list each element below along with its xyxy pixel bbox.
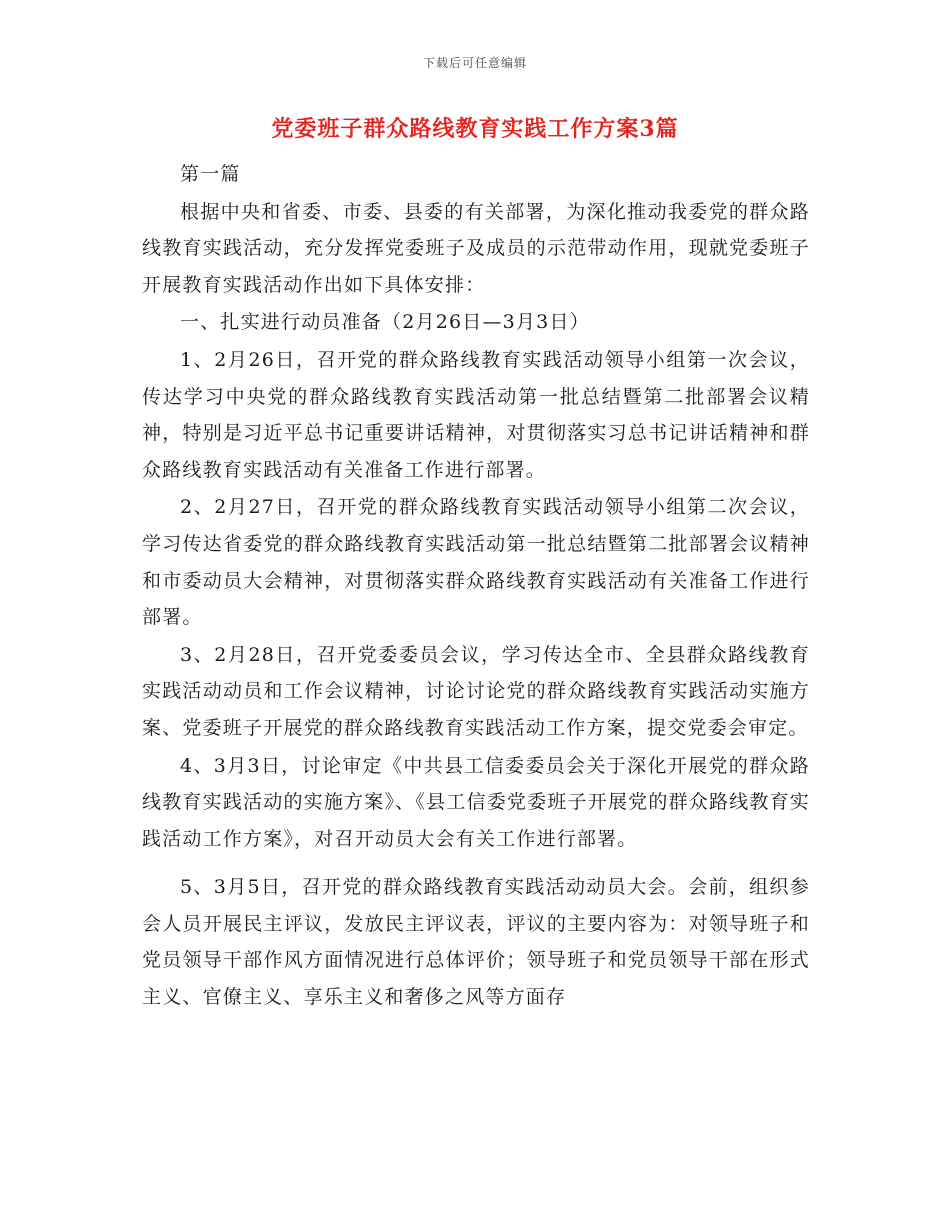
- phase-heading: 一、扎实进行动员准备（2月26日—3月3日）: [180, 311, 590, 334]
- item-paragraph-2: 2、2月27日，召开党的群众路线教育实践活动领导小组第二次会议，学习传达省委党的群众路线教育实践活动第一批总结暨第二批部署会议精神和市委动员大会精神，对贯彻落实群众路线教育实践活动有关准备工作进行部署。: [142, 496, 810, 629]
- item-paragraph-4: 4、3月3日，讨论审定《中共县工信委委员会关于深化开展党的群众路线教育实践活动的实施方案》、《县工信委党委班子开展党的群众路线教育实践活动工作方案》，对召开动员大会有关工作进行部署。: [142, 754, 810, 850]
- document-body: [142, 156, 810, 1016]
- item-paragraph-1: 1、2月26日，召开党的群众路线教育实践活动领导小组第一次会议，传达学习中央党的群众路线教育实践活动第一批总结暨第二批部署会议精神，特别是习近平总书记重要讲话精神，对贯彻落实习总书记讲话精神和群众路线教育实践活动有关准备工作进行部署。: [142, 348, 810, 481]
- item-paragraph-5: 5、3月5日，召开党的群众路线教育实践活动动员大会。会前，组织参会人员开展民主评议，发放民主评议表，评议的主要内容为：对领导班子和党员领导干部作风方面情况进行总体评价；领导班子和党员领导干部在形式主义、官僚主义、享乐主义和奢侈之风等方面存: [142, 876, 810, 1009]
- intro-paragraph: 根据中央和省委、市委、县委的有关部署，为深化推动我委党的群众路线教育实践活动，充分发挥党委班子及成员的示范带动作用，现就党委班子开展教育实践活动作出如下具体安排：: [142, 200, 810, 296]
- document-title: 党委班子群众路线教育实践工作方案3篇: [271, 116, 679, 142]
- header-note: 下载后可任意编辑: [422, 56, 527, 70]
- item-paragraph-3: 3、2月28日，召开党委委员会议，学习传达全市、全县群众路线教育实践活动动员和工作会议精神，讨论讨论党的群众路线教育实践活动实施方案、党委班子开展党的群众路线教育实践活动工作方案，提交党委会审定。: [142, 643, 810, 739]
- section-heading-first: 第一篇: [180, 163, 241, 185]
